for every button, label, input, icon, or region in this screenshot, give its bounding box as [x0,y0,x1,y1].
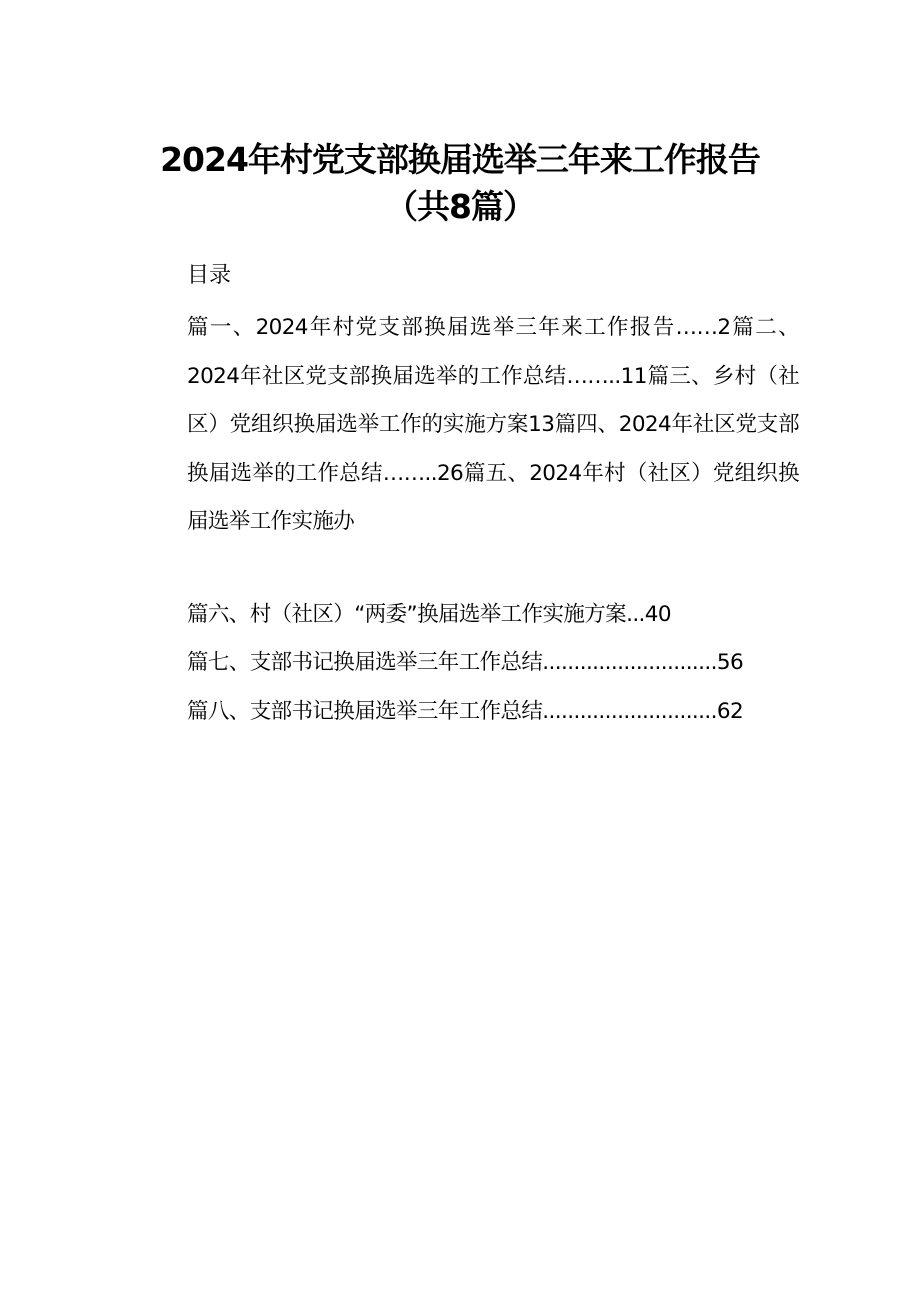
toc-entry-7: 篇七、支部书记换届选举三年工作总结............................56 [187,650,744,675]
document-subtitle: （共8篇） [385,187,535,226]
toc-paragraph: 篇一、2024年村党支部换届选举三年来工作报告……2篇二、2024年社区党支部换届选举的工作总结……..11篇三、乡村（社区）党组织换届选举工作的实施方案13篇四、2024年社区党支部换届选举的工作总结……..26篇五、2024年村（社区）党组织换届选举工作实施办 [187,315,799,534]
toc-entry-8: 篇八、支部书记换届选举三年工作总结............................62 [187,699,744,724]
toc-entry-6: 篇六、村（社区）“两委”换届选举工作实施方案...40 [187,602,671,627]
toc-heading: 目录 [187,263,232,288]
document-title: 2024年村党支部换届选举三年来工作报告 [160,140,760,179]
